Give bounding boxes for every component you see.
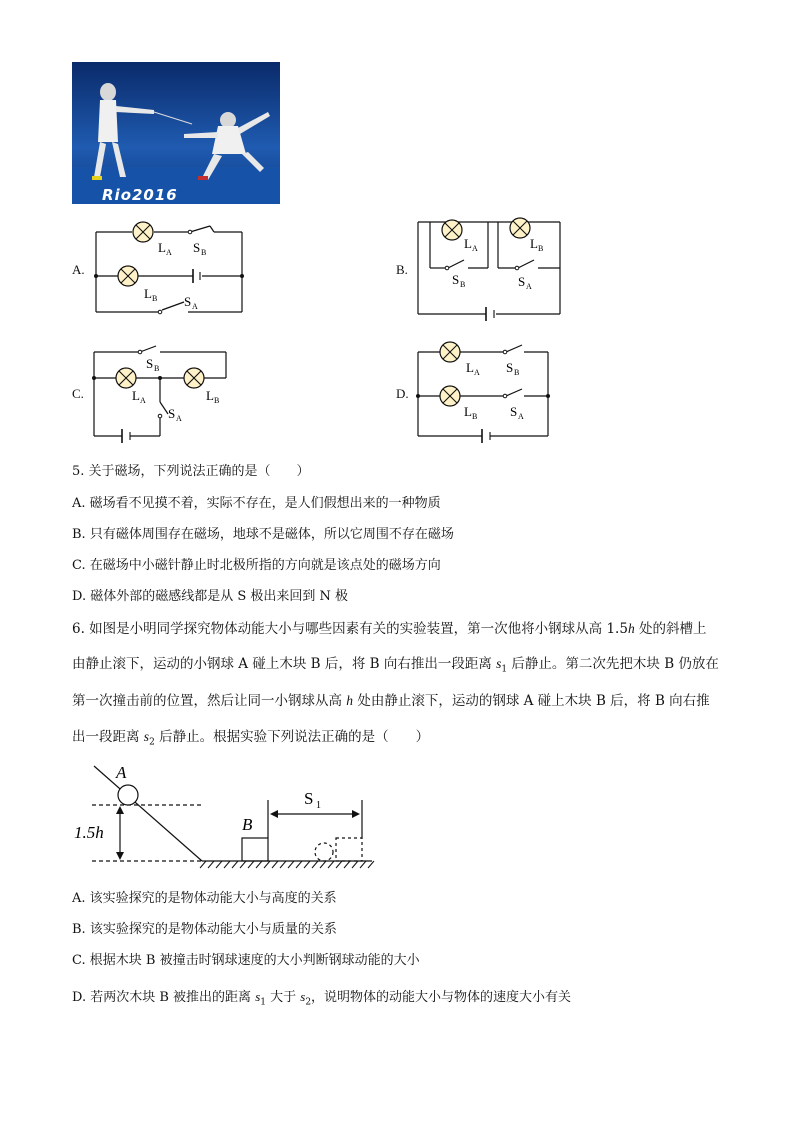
height-label: 1.5h xyxy=(74,823,104,842)
svg-text:B: B xyxy=(514,368,520,377)
circuit-d xyxy=(412,340,562,446)
svg-text:A: A xyxy=(192,302,198,311)
q6-experiment-figure xyxy=(72,760,377,872)
svg-text:S: S xyxy=(510,404,518,419)
circuit-a xyxy=(88,218,248,318)
svg-text:L: L xyxy=(132,388,140,403)
svg-text:B: B xyxy=(214,396,220,405)
q6-stem-line-1: 6. 如图是小明同学探究物体动能大小与哪些因素有关的实验装置，第一次他将小钢球从高 1.5h 处的斜槽上 xyxy=(72,621,707,637)
circuit-c xyxy=(88,340,238,446)
option-c-letter: C. xyxy=(72,386,84,401)
option-b-letter: B. xyxy=(396,262,408,277)
svg-text:S: S xyxy=(518,274,526,289)
svg-text:B: B xyxy=(472,412,478,421)
svg-text:L: L xyxy=(158,240,166,255)
q5-option-c: C. 在磁场中小磁针静止时北极所指的方向就是该点处的磁场方向 xyxy=(72,558,441,573)
svg-text:B: B xyxy=(538,244,544,253)
q5-option-a: A. 磁场看不见摸不着，实际不存在，是人们假想出来的一种物质 xyxy=(72,496,441,511)
q6-option-c: C. 根据木块 B 被撞击时钢球速度的大小判断钢球动能的大小 xyxy=(72,953,420,968)
svg-text:S: S xyxy=(193,240,201,255)
svg-text:A: A xyxy=(176,414,182,423)
svg-text:L: L xyxy=(530,236,538,251)
rio2016-logo: Rio2016 xyxy=(102,186,178,204)
circuit-b xyxy=(412,214,572,324)
svg-text:L: L xyxy=(206,388,214,403)
svg-text:A: A xyxy=(474,368,480,377)
svg-text:A: A xyxy=(166,248,172,257)
svg-text:B: B xyxy=(152,294,158,303)
block-label: B xyxy=(242,815,253,834)
distance-label: S xyxy=(304,789,314,808)
svg-text:A: A xyxy=(526,282,532,291)
q5-stem: 5. 关于磁场，下列说法正确的是（ ） xyxy=(72,464,310,479)
q6-stem-line-4: 出一段距离 $s_2$ 后静止。根据实验下列说法正确的是（ ） xyxy=(72,729,430,748)
svg-text:L: L xyxy=(466,360,474,375)
svg-text:S: S xyxy=(146,356,154,371)
svg-text:1: 1 xyxy=(316,800,321,811)
svg-text:S: S xyxy=(506,360,514,375)
fencing-photo xyxy=(72,62,280,204)
svg-text:B: B xyxy=(154,364,160,373)
svg-text:B: B xyxy=(460,280,466,289)
q5-option-d: D. 磁体外部的磁感线都是从 S 极出来回到 N 极 xyxy=(72,589,349,604)
svg-text:S: S xyxy=(184,294,192,309)
option-d-letter: D. xyxy=(396,386,409,401)
q6-option-d: D. 若两次木块 B 被推出的距离 $s_1$ 大于 $s_2$，说明物体的动能大小与物体的速度大小有关 xyxy=(72,989,572,1008)
svg-text:B: B xyxy=(201,248,207,257)
option-a-letter: A. xyxy=(72,262,85,277)
svg-text:S: S xyxy=(452,272,460,287)
q6-option-b: B. 该实验探究的是物体动能大小与质量的关系 xyxy=(72,922,337,937)
svg-text:A: A xyxy=(140,396,146,405)
svg-text:L: L xyxy=(464,236,472,251)
ball-label: A xyxy=(116,763,127,782)
svg-text:A: A xyxy=(518,412,524,421)
q6-option-a: A. 该实验探究的是物体动能大小与高度的关系 xyxy=(72,891,337,906)
q6-stem-line-2: 由静止滚下，运动的小钢球 A 碰上木块 B 后，将 B 向右推出一段距离 $s_1$ 后静止。第二次先把木块 B 仍放在 xyxy=(72,656,719,675)
q6-stem-line-3: 第一次撞击前的位置，然后让同一小钢球从高 h 处由静止滚下，运动的钢球 A 碰上木块 B 后，将 B 向右推 xyxy=(72,693,710,709)
svg-text:S: S xyxy=(168,406,176,421)
svg-text:L: L xyxy=(464,404,472,419)
svg-text:L: L xyxy=(144,286,152,301)
q5-option-b: B. 只有磁体周围存在磁场，地球不是磁体，所以它周围不存在磁场 xyxy=(72,527,454,542)
svg-text:A: A xyxy=(472,244,478,253)
